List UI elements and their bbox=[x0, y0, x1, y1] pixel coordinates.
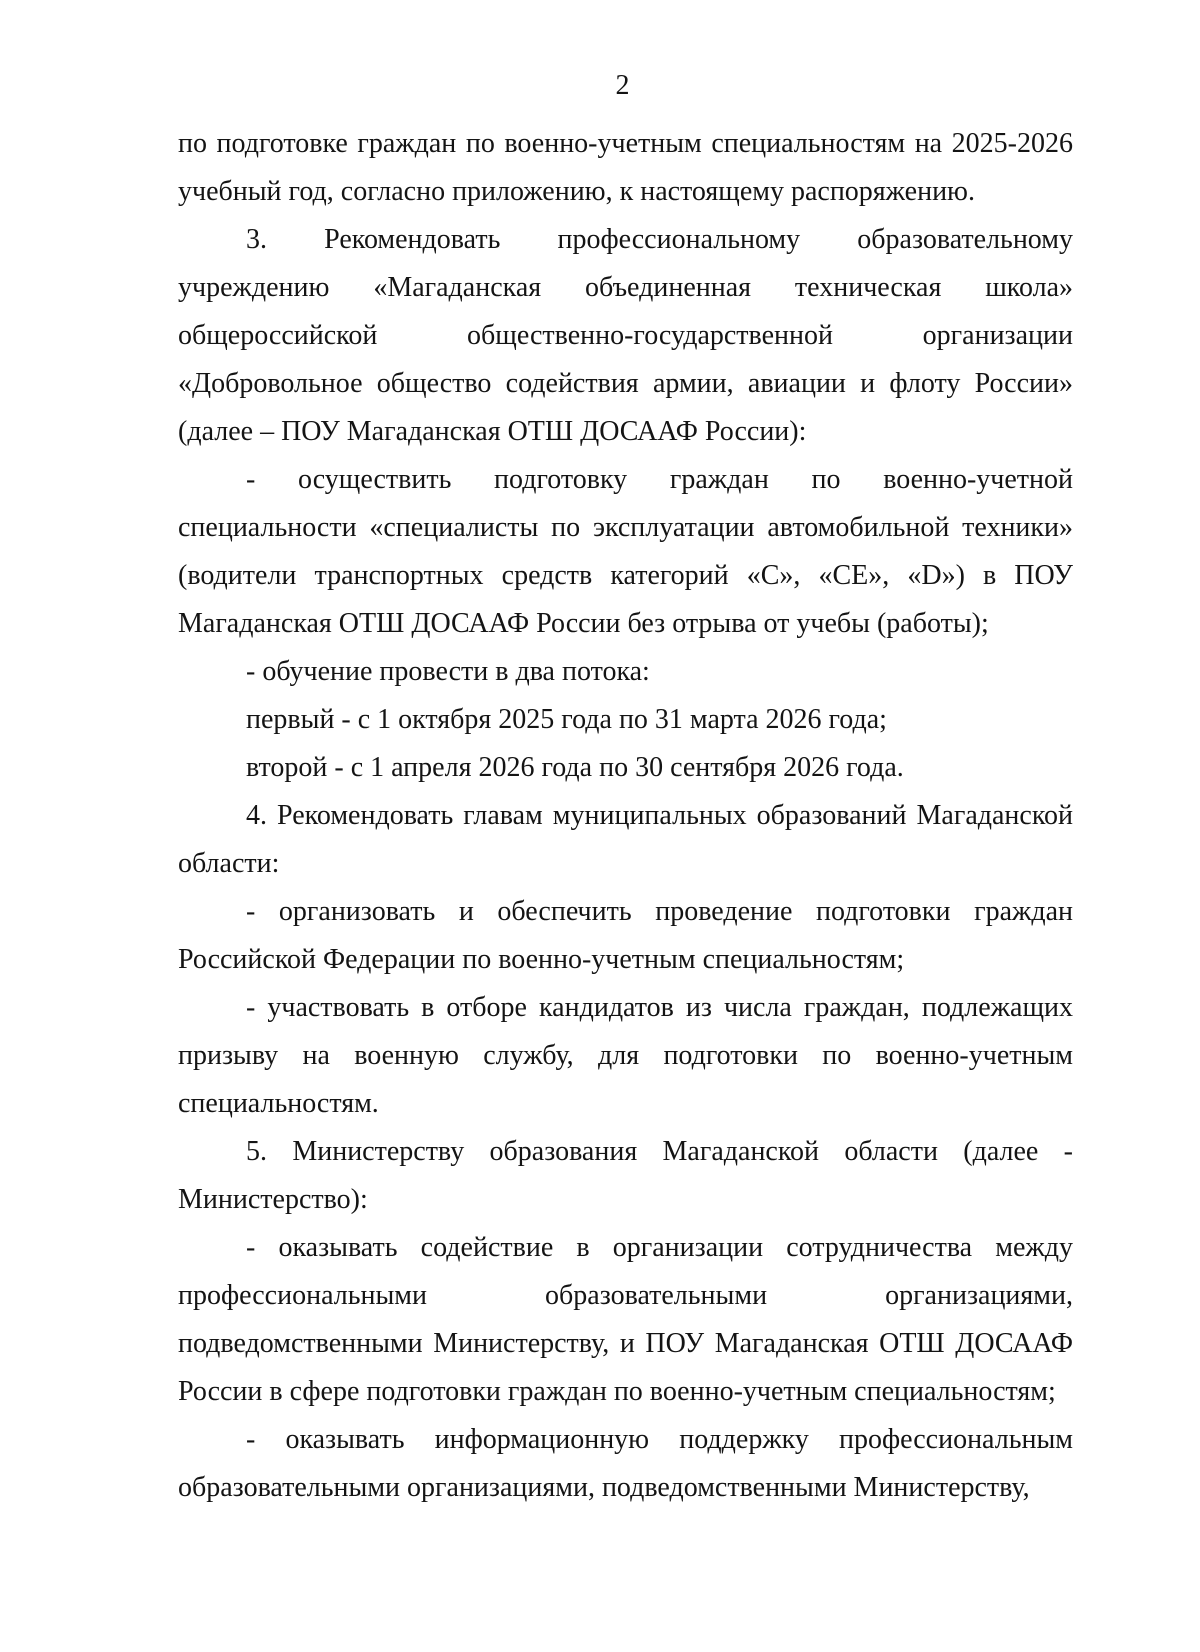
page-number: 2 bbox=[615, 70, 630, 101]
paragraph-item-4-selection: - участвовать в отборе кандидатов из числа граждан, подлежащих призыву на военную службу, для подготовки по военно-учетным специальностям. bbox=[178, 992, 1073, 1119]
paragraph-item-3-training: - осуществить подготовку граждан по военно-учетной специальности «специалисты по эксплуатации автомобильной техники» (водители транспортных средств категорий «C», «CE», «D») в ПОУ Магаданская ОТШ ДОСААФ России без отрыва от учебы (работы); bbox=[178, 464, 1073, 639]
paragraph-item-5-information: - оказывать информационную поддержку профессиональным образовательными организациями, подведомственными Министерству, bbox=[178, 1424, 1073, 1503]
paragraph-first-stream: первый - с 1 октября 2025 года по 31 марта 2026 года; bbox=[246, 704, 887, 735]
document-body bbox=[178, 120, 1073, 1512]
paragraph-item-3: 3. Рекомендовать профессиональному образовательному учреждению «Магаданская объединенная техническая школа» общероссийской общественно-государственной организации «Добровольное общество содействия армии, авиации и флоту России» (далее – ПОУ Магаданская ОТШ ДОСААФ России): bbox=[178, 224, 1073, 447]
paragraph-item-4: 4. Рекомендовать главам муниципальных образований Магаданской области: bbox=[178, 800, 1073, 879]
paragraph-item-5: 5. Министерству образования Магаданской области (далее - Министерство): bbox=[178, 1136, 1073, 1215]
paragraph-item-3-streams: - обучение провести в два потока: bbox=[246, 656, 650, 687]
paragraph-second-stream: второй - с 1 апреля 2026 года по 30 сентября 2026 года. bbox=[246, 752, 904, 783]
paragraph-item-5-cooperation: - оказывать содействие в организации сотрудничества между профессиональными образовательными организациями, подведомственными Министерству, и ПОУ Магаданская ОТШ ДОСААФ России в сфере подготовки граждан по военно-учетным специальностям; bbox=[178, 1232, 1073, 1407]
paragraph-continuation: по подготовке граждан по военно-учетным специальностям на 2025-2026 учебный год, согласно приложению, к настоящему распоряжению. bbox=[178, 128, 1073, 207]
paragraph-item-4-organize: - организовать и обеспечить проведение подготовки граждан Российской Федерации по военно-учетным специальностям; bbox=[178, 896, 1073, 975]
